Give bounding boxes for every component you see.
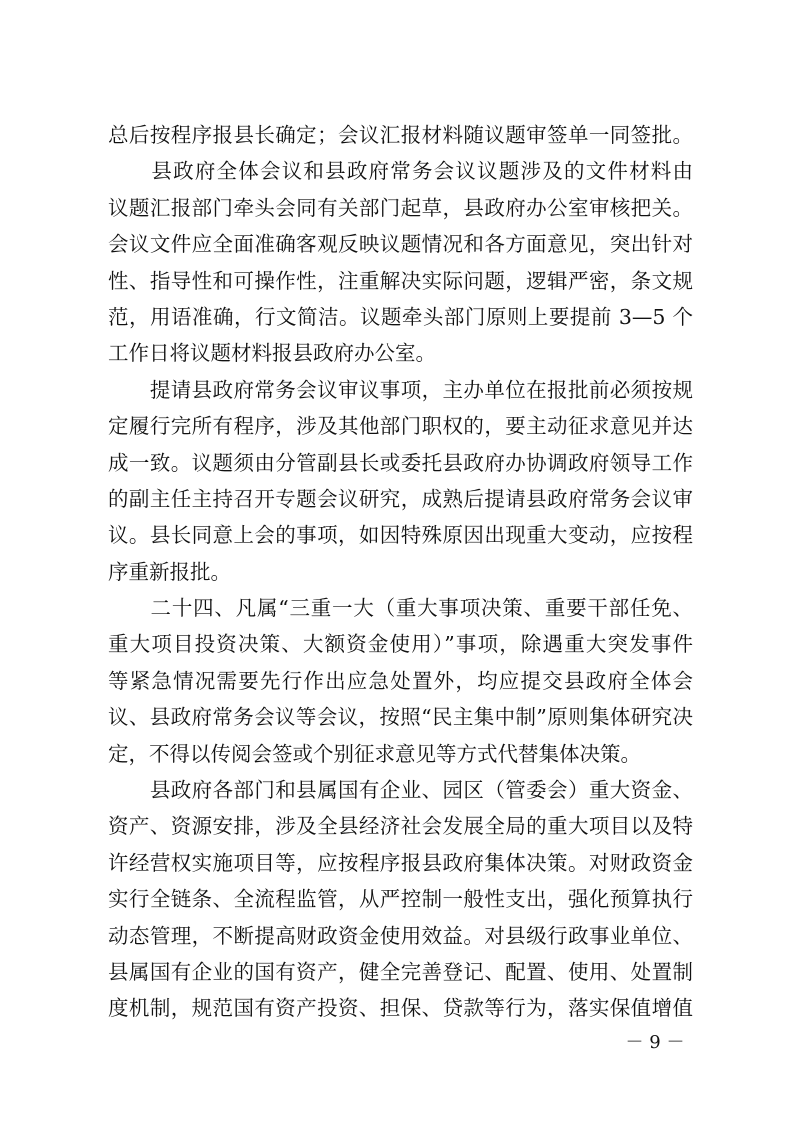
text-line: 动态管理，不断提高财政资金使用效益。对县级行政事业单位、 xyxy=(108,923,693,948)
text-line: 议、县政府常务会议等会议，按照“民主集中制”原则集体研究决 xyxy=(108,705,693,730)
text-line: 县属国有企业的国有资产，健全完善登记、配置、使用、处置制 xyxy=(108,959,693,984)
text-line: 许经营权实施项目等，应按程序报县政府集体决策。对财政资金 xyxy=(108,850,693,875)
text-line: 序重新报批。 xyxy=(108,559,231,584)
text-line: 议题汇报部门牵头会同有关部门起草，县政府办公室审核把关。 xyxy=(108,195,693,220)
body-text xyxy=(108,117,693,1027)
text-line: 议。县长同意上会的事项，如因特殊原因出现重大变动，应按程 xyxy=(108,523,693,548)
text-line: 度机制，规范国有资产投资、担保、贷款等行为，落实保值增值 xyxy=(108,996,693,1021)
text-line: 资产、资源安排，涉及全县经济社会发展全局的重大项目以及特 xyxy=(108,814,693,839)
text-line: 等紧急情况需要先行作出应急处置外，均应提交县政府全体会 xyxy=(108,668,693,693)
text-line: 性、指导性和可操作性，注重解决实际问题，逻辑严密，条文规 xyxy=(108,268,693,293)
text-line: 县政府各部门和县属国有企业、园区（管委会）重大资金、 xyxy=(108,778,693,803)
text-line: 工作日将议题材料报县政府办公室。 xyxy=(108,341,436,366)
text-line: 总后按程序报县长确定；会议汇报材料随议题审签单一同签批。 xyxy=(108,123,693,147)
text-line: 重大项目投资决策、大额资金使用）”事项，除遇重大突发事件 xyxy=(108,632,693,657)
text-line: 定，不得以传阅会签或个别征求意见等方式代替集体决策。 xyxy=(108,741,641,766)
text-line: 提请县政府常务会议审议事项，主办单位在报批前必须按规 xyxy=(108,377,693,402)
text-line: 二十四、凡属“三重一大（重大事项决策、重要干部任免、 xyxy=(108,596,693,621)
text-line: 范，用语准确，行文简洁。议题牵头部门原则上要提前 3—5 个 xyxy=(108,304,693,329)
text-line: 的副主任主持召开专题会议研究，成熟后提请县政府常务会议审 xyxy=(108,486,693,511)
page-number: － 9 － xyxy=(625,1032,685,1053)
text-line: 定履行完所有程序，涉及其他部门职权的，要主动征求意见并达 xyxy=(108,414,693,439)
text-line: 县政府全体会议和县政府常务会议议题涉及的文件材料由 xyxy=(108,159,693,184)
text-line: 成一致。议题须由分管副县长或委托县政府办协调政府领导工作 xyxy=(108,450,693,475)
text-line: 会议文件应全面准确客观反映议题情况和各方面意见，突出针对 xyxy=(108,232,693,257)
text-line: 实行全链条、全流程监管，从严控制一般性支出，强化预算执行 xyxy=(108,887,693,912)
